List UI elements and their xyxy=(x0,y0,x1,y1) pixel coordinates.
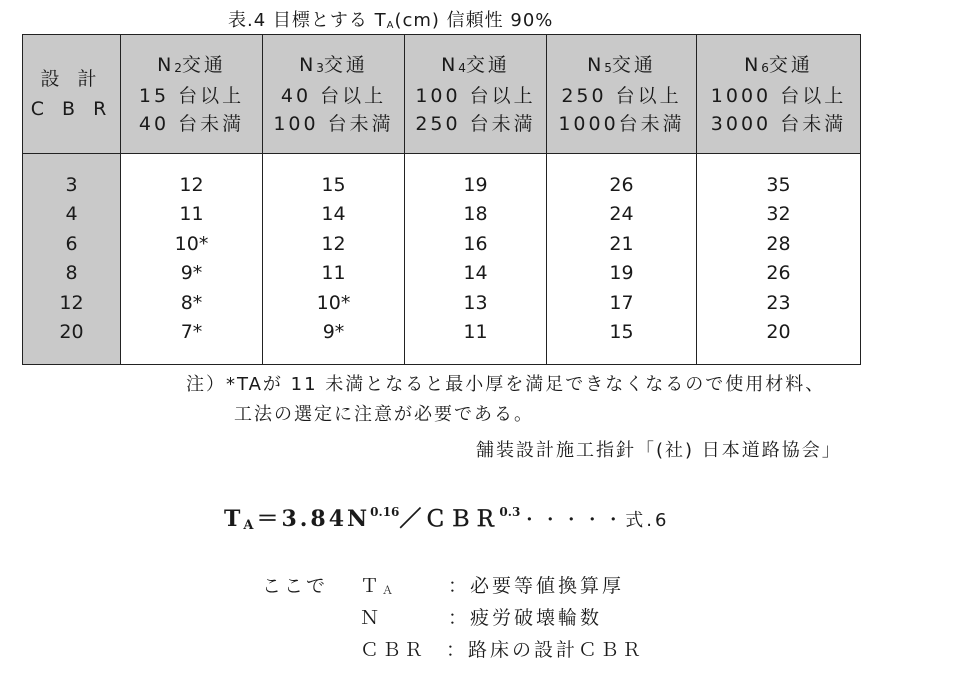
traffic-range-upper: 1000台未満 xyxy=(558,112,685,135)
definition-description: ：路床の設計ＣＢＲ xyxy=(446,638,645,661)
traffic-range-upper: 40 台未満 xyxy=(138,112,245,135)
ta-value: 10* xyxy=(316,291,351,314)
ta-value: 8* xyxy=(180,291,203,314)
symbol-subscript: Ａ xyxy=(382,583,397,597)
ta-value: 28 xyxy=(766,232,791,255)
traffic-range-upper: 100 台未満 xyxy=(273,112,394,135)
formula-t: T xyxy=(224,506,244,532)
ta-value: 35 xyxy=(766,173,791,196)
ta-value: 15 xyxy=(321,173,346,196)
n2-values-cell xyxy=(121,154,263,365)
ta-value: 11 xyxy=(179,203,204,225)
formula-cbr: ／ＣＢＲ xyxy=(399,506,500,532)
ta-value: 17 xyxy=(609,291,634,314)
cbr-header-line1: 設 計 xyxy=(40,68,103,90)
traffic-n-subscript: 2 xyxy=(174,60,182,75)
cbr-value: 6 xyxy=(65,232,78,255)
ta-value: 7* xyxy=(180,321,203,343)
traffic-n-letter: N xyxy=(587,53,605,76)
ta-value: 9* xyxy=(180,262,203,284)
symbol-text: Ｎ xyxy=(360,606,383,629)
ta-value: 11 xyxy=(321,262,346,284)
traffic-range-lower: 40 台以上 xyxy=(280,84,387,107)
traffic-label: 交通 xyxy=(181,53,226,76)
table-body-row xyxy=(23,154,861,365)
definition-row xyxy=(262,600,644,632)
traffic-header-n3 xyxy=(263,35,405,154)
cbr-value: 4 xyxy=(65,203,78,225)
ta-value: 14 xyxy=(321,203,346,225)
caption-prefix: 表.4 目標とする T xyxy=(228,10,387,31)
note-line-1: 注）*TAが 11 未満となると最小厚を満足できなくなるので使用材料、 xyxy=(186,374,826,395)
traffic-range-lower: 250 台以上 xyxy=(561,84,682,107)
traffic-label: 交通 xyxy=(611,53,656,76)
table-header-row xyxy=(23,35,861,154)
definition-description: ：疲労破壊輪数 xyxy=(448,606,603,629)
traffic-label: 交通 xyxy=(768,53,813,76)
n3-values-cell xyxy=(263,154,405,365)
cbr-value: 12 xyxy=(59,291,84,314)
formula-ta xyxy=(224,502,670,533)
formula-exponent-cbr: 0.3 xyxy=(499,505,521,519)
ta-value: 19 xyxy=(609,262,634,284)
traffic-n-letter: N xyxy=(441,53,459,76)
traffic-n-subscript: 3 xyxy=(316,60,324,75)
traffic-n-letter: N xyxy=(744,53,762,76)
cbr-value: 3 xyxy=(65,173,78,196)
definition-row xyxy=(262,632,644,664)
ta-value: 18 xyxy=(463,203,488,225)
ta-value: 19 xyxy=(463,173,488,196)
n4-values-cell xyxy=(405,154,547,365)
ta-value: 16 xyxy=(463,232,488,255)
note-line-2: 工法の選定に注意が必要である。 xyxy=(234,404,534,425)
traffic-n-subscript: 5 xyxy=(604,60,612,75)
cbr-value: 20 xyxy=(59,321,84,343)
table-caption xyxy=(228,6,553,32)
traffic-n-letter: N xyxy=(299,53,317,76)
traffic-range-upper: 250 台未満 xyxy=(415,112,536,135)
traffic-header-n2 xyxy=(121,35,263,154)
formula-eq: ＝3.84N xyxy=(256,506,371,532)
ta-value: 15 xyxy=(609,321,634,343)
formula-label: ・・・・・式.6 xyxy=(520,510,670,531)
cbr-header-line2: C B R xyxy=(30,98,113,120)
traffic-range-lower: 100 台以上 xyxy=(415,84,536,107)
cbr-values-cell xyxy=(23,154,121,365)
traffic-range-lower: 1000 台以上 xyxy=(710,84,847,107)
ta-value: 10* xyxy=(174,232,209,255)
definition-symbol xyxy=(360,635,446,662)
ta-value: 13 xyxy=(463,291,488,314)
ta-target-table xyxy=(22,34,861,365)
n6-values-cell xyxy=(697,154,861,365)
caption-suffix: (cm) 信頼性 90% xyxy=(394,10,554,31)
cbr-value: 8 xyxy=(65,262,78,284)
traffic-label: 交通 xyxy=(465,53,510,76)
ta-value: 12 xyxy=(179,173,204,196)
formula-t-subscript: A xyxy=(243,518,257,533)
ta-value: 26 xyxy=(766,262,791,284)
traffic-n-letter: N xyxy=(157,53,175,76)
symbol-text: ＣＢＲ xyxy=(360,638,427,661)
ta-value: 32 xyxy=(766,203,791,225)
traffic-range-upper: 3000 台未満 xyxy=(710,112,847,135)
table-note xyxy=(186,370,825,430)
n5-values-cell xyxy=(547,154,697,365)
ta-value: 12 xyxy=(321,232,346,255)
definition-row xyxy=(262,568,644,600)
caption-subscript: A xyxy=(386,20,395,31)
traffic-header-n5 xyxy=(547,35,697,154)
definitions-lead: ここで xyxy=(262,574,329,597)
ta-value: 14 xyxy=(463,262,488,284)
traffic-header-n6 xyxy=(697,35,861,154)
definition-description: ：必要等値換算厚 xyxy=(448,574,625,597)
formula-exponent-n: 0.16 xyxy=(370,505,400,519)
ta-value: 26 xyxy=(609,173,634,196)
ta-value: 21 xyxy=(609,232,634,255)
traffic-range-lower: 15 台以上 xyxy=(138,84,245,107)
traffic-label: 交通 xyxy=(323,53,368,76)
cbr-header xyxy=(23,35,121,154)
ta-value: 9* xyxy=(322,321,345,343)
traffic-n-subscript: 4 xyxy=(458,60,466,75)
source-citation: 舗装設計施工指針「(社) 日本道路協会」 xyxy=(476,440,842,461)
traffic-n-subscript: 6 xyxy=(761,60,769,75)
definition-symbol xyxy=(360,603,448,630)
ta-value: 11 xyxy=(463,321,488,343)
definition-symbol xyxy=(360,571,448,598)
ta-value: 20 xyxy=(766,321,791,343)
symbol-text: Ｔ xyxy=(360,574,383,597)
ta-value: 23 xyxy=(766,291,791,314)
ta-value: 24 xyxy=(609,203,634,225)
traffic-header-n4 xyxy=(405,35,547,154)
symbol-definitions xyxy=(262,568,644,664)
